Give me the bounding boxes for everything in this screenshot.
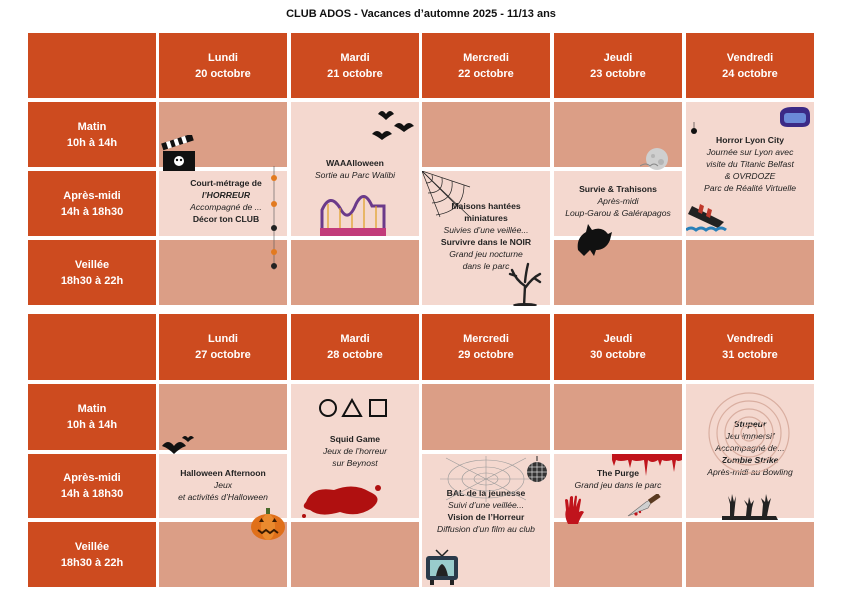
- event-jeudi-survie-trahisons: [554, 183, 682, 219]
- event-subtitle-2: Loup-Garou & Galérapagos: [565, 208, 671, 218]
- event-extra-sub: Grand jeu nocturne: [449, 249, 523, 259]
- zombie-hands-icon: [720, 492, 778, 520]
- week1-header-mardi: [291, 33, 419, 98]
- week2-corner: [28, 314, 156, 380]
- event-subtitle: Jeu immersif: [725, 431, 775, 441]
- week2-jeudi-matin: [554, 384, 682, 450]
- period-label: Matin: [77, 403, 107, 415]
- week2-header-lundi: [159, 314, 287, 380]
- page-title: CLUB ADOS - Vacances d’automne 2025 - 11/13 ans: [286, 8, 556, 20]
- event-subtitle: Jeux de l’horreur: [322, 446, 387, 456]
- week1-header-mercredi: [422, 33, 550, 98]
- haunted-tv-icon: [424, 548, 460, 586]
- day-date: 29 octobre: [458, 349, 514, 361]
- blood-splatter-icon: [300, 480, 384, 520]
- event-extra: Décor ton CLUB: [192, 214, 260, 224]
- clapperboard-icon: [160, 135, 198, 175]
- day-date: 30 octobre: [590, 349, 646, 361]
- period-hours: 10h à 14h: [66, 136, 118, 149]
- spiderweb-icon: [422, 171, 472, 219]
- week2-header-mercredi: [422, 314, 550, 380]
- week1-mercredi-matin: [422, 102, 550, 167]
- period-label: Après-midi: [63, 472, 121, 484]
- week2-mercredi-matin: [422, 384, 550, 450]
- event-lundi-court-metrage: [176, 177, 276, 225]
- week1-period-veillee: [28, 240, 156, 305]
- bats-icon: [370, 106, 416, 146]
- event-mardi-waaalloween: [291, 157, 419, 181]
- event-subtitle: Grand jeu dans le parc: [574, 480, 662, 490]
- week1-period-matin: [28, 102, 156, 167]
- event-mardi-squid-game: [291, 433, 419, 469]
- rollercoaster-icon: [320, 190, 386, 236]
- sinking-ship-icon: [686, 200, 730, 236]
- day-name: Vendredi: [726, 333, 774, 345]
- week2-jeudi-veillee: [554, 522, 682, 587]
- event-subtitle: Sortie au Parc Walibi: [314, 170, 396, 180]
- bloody-hand-icon: [562, 494, 586, 526]
- event-title: Court-métrage de: [190, 178, 262, 188]
- event-subtitle-2: visite du Titanic Belfast: [706, 159, 794, 169]
- period-hours: 18h30 à 22h: [60, 556, 124, 569]
- day-name: Mardi: [340, 333, 370, 345]
- day-name: Lundi: [208, 333, 238, 345]
- day-date: 31 octobre: [722, 349, 778, 361]
- week1-header-vendredi: [686, 33, 814, 98]
- day-date: 28 octobre: [327, 349, 383, 361]
- day-name: Lundi: [208, 51, 238, 64]
- event-subtitle-4: Parc de Réalité Virtuelle: [703, 183, 797, 193]
- event-title: Survie & Trahisons: [579, 184, 657, 194]
- event-title: Halloween Afternoon: [180, 468, 266, 478]
- spider-icon: [688, 122, 700, 136]
- week2-header-mardi: [291, 314, 419, 380]
- event-extra-sub-2: dans le parc: [462, 261, 510, 271]
- period-hours: 18h30 à 22h: [60, 274, 124, 287]
- period-hours: 14h à 18h30: [60, 488, 124, 500]
- event-subtitle: Journée sur Lyon avec: [706, 147, 794, 157]
- week2-vendredi-veillee: [686, 522, 814, 587]
- pumpkin-icon: [249, 506, 287, 542]
- event-title-2: l’HORREUR: [201, 190, 251, 200]
- period-label: Matin: [77, 120, 107, 133]
- event-extra-sub: Diffusion d’un film au club: [437, 524, 535, 534]
- blood-drip-icon: [612, 454, 682, 478]
- week2-period-veillee: [28, 522, 156, 587]
- day-name: Jeudi: [603, 333, 633, 345]
- event-title: WAAAlloween: [326, 158, 384, 168]
- event-title-2: miniatures: [464, 213, 508, 223]
- dead-tree-icon: [506, 262, 546, 306]
- event-extra-sub: Après-midi au Bowling: [707, 467, 793, 477]
- period-label: Après-midi: [63, 189, 121, 202]
- spider-garland-icon: [266, 166, 282, 272]
- day-date: 27 octobre: [195, 349, 251, 361]
- week2-period-matin: [28, 384, 156, 450]
- week2-header-vendredi: [686, 314, 814, 380]
- maze-icon: [706, 390, 792, 476]
- week2-period-apres-midi: [28, 454, 156, 518]
- event-extra: Survivre dans le NOIR: [440, 237, 532, 247]
- week1-period-apres-midi: [28, 171, 156, 236]
- moon-icon: [640, 146, 674, 172]
- event-subtitle-2: sur Beynost: [332, 458, 378, 468]
- day-name: Jeudi: [603, 51, 633, 64]
- event-lundi-halloween-afternoon: [159, 467, 287, 503]
- event-extra: Zombie Strike: [721, 455, 779, 465]
- event-subtitle: Suivies d’une veillée...: [443, 225, 529, 235]
- bats-icon: [160, 434, 196, 456]
- event-extra: Vision de l’Horreur: [447, 512, 525, 522]
- period-label: Veillée: [74, 540, 110, 553]
- event-subtitle: Jeux: [213, 480, 233, 490]
- knife-icon: [626, 494, 662, 520]
- week1-header-lundi: [159, 33, 287, 98]
- week1-header-jeudi: [554, 33, 682, 98]
- period-hours: 14h à 18h30: [60, 205, 124, 218]
- day-name: Mercredi: [463, 333, 509, 345]
- day-date: 21 octobre: [327, 67, 383, 80]
- event-subtitle-3: & OVRDOZE: [724, 171, 776, 181]
- week1-vendredi-veillee: [686, 240, 814, 305]
- week2-header-jeudi: [554, 314, 682, 380]
- event-subtitle-2: Accompagné de...: [715, 443, 785, 453]
- day-date: 22 octobre: [458, 67, 514, 80]
- event-subtitle: Après-midi: [597, 196, 639, 206]
- period-hours: 10h à 14h: [66, 419, 118, 431]
- event-title: Maisons hantées: [451, 201, 521, 211]
- day-date: 23 octobre: [590, 67, 646, 80]
- event-title: Horror Lyon City: [716, 135, 784, 145]
- vr-headset-icon: [776, 105, 814, 131]
- day-name: Vendredi: [726, 51, 774, 64]
- event-title: Stupeur: [733, 419, 767, 429]
- week2-mardi-veillee: [291, 522, 419, 587]
- disco-ball-icon: [525, 456, 549, 484]
- day-name: Mercredi: [463, 51, 509, 64]
- day-name: Mardi: [340, 51, 370, 64]
- period-label: Veillée: [74, 258, 110, 271]
- spiderweb-icon: [440, 456, 532, 502]
- event-subtitle: Suivi d’une veillée...: [448, 500, 524, 510]
- day-date: 20 octobre: [195, 67, 251, 80]
- day-date: 24 octobre: [722, 67, 778, 80]
- week1-corner: [28, 33, 156, 98]
- week1-mardi-veillee: [291, 240, 419, 305]
- event-subtitle: Accompagné de ...: [190, 202, 262, 212]
- event-title: BAL de la jeunesse: [446, 488, 526, 498]
- event-vendredi-horror-lyon: [690, 134, 810, 194]
- squid-game-shapes-icon: [318, 398, 390, 418]
- werewolf-icon: [572, 220, 614, 258]
- event-subtitle-2: et activités d’Halloween: [178, 492, 268, 502]
- event-title: The Purge: [596, 468, 640, 478]
- event-title: Squid Game: [329, 434, 381, 444]
